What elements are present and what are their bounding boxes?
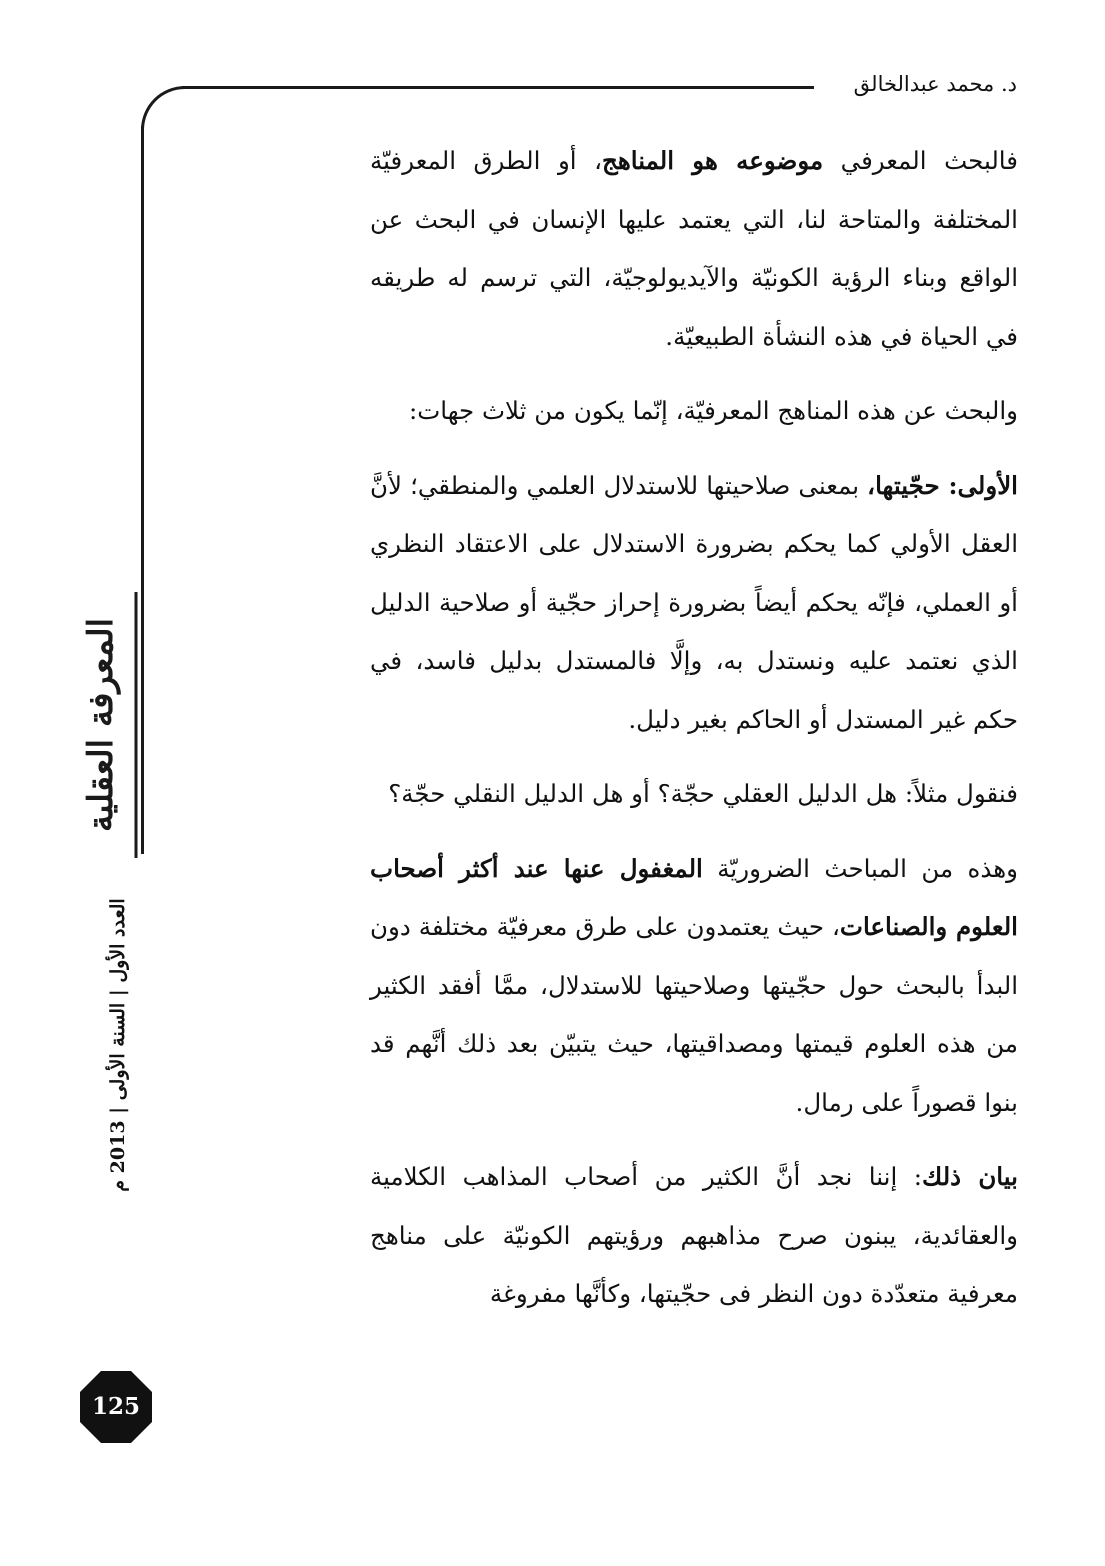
text-run: ، أو الطرق المعرفيّة المختلفة والمتاحة لنا، التي يعتمد عليها الإنسان في البحث عن الواقع وبناء الرؤية الكونيّة والآيديولوجيّة، التي ترسم له طريقه في الحياة في هذه النشأة الطبيعيّة. (370, 146, 1018, 351)
frame-corner (141, 86, 188, 133)
page-number: 125 (91, 1393, 140, 1420)
frame-left-rule (141, 126, 144, 854)
text-run: والبحث عن هذه المناهج المعرفيّة، إنّما يكون من ثلاث جهات: (408, 396, 1018, 425)
journal-logo-icon (60, 590, 140, 860)
issue-info: العدد الأول | السنة الأولى | 2013 م (107, 898, 129, 1192)
bold-text: موضوعه هو المناهج (602, 146, 824, 175)
paragraph-2 (370, 382, 1018, 441)
bold-text: حجّيتها، (867, 470, 940, 500)
text-run: فالبحث المعرفي (823, 146, 1018, 175)
text-run: وهذه من المباحث الضروريّة (702, 853, 1018, 883)
author-name: د. محمد عبدالخالق (853, 72, 1017, 96)
paragraph-4 (370, 765, 1018, 824)
text-run: : إننا نجد أنَّ الكثير من أصحاب المذاهب الكلامية والعقائدية، يبنون صرح مذاهبهم ورؤيتهم الكونيّة على مناهج معرفية متعدّدة دون النظر فى حجّيتها، وكأنَّها مفروغة (370, 1162, 1018, 1308)
frame-top-rule (182, 86, 814, 89)
text-run: ، حيث يعتمدون على طرق معرفيّة مختلفة دون البدأ بالبحث حول حجّيتها وصلاحيتها للاستدلال، ممَّا أفقد الكثير من هذه العلوم قيمتها ومصداقيتها، حيث يتبيّن بعد ذلك أنَّهم قد بنوا قصوراً على رمال. (370, 912, 1018, 1117)
bold-text: بيان ذلك (922, 1162, 1018, 1191)
text-run: فنقول مثلاً: هل الدليل العقلي حجّة؟ أو هل الدليل النقلي حجّة؟ (388, 779, 1018, 808)
paragraph-1 (370, 132, 1018, 366)
paragraph-5 (370, 840, 1018, 1133)
bold-text: الأولى: (939, 470, 1018, 500)
body-text (370, 132, 1018, 1340)
text-run: بمعنى صلاحيتها للاستدلال العلمي والمنطقي؛ لأنَّ العقل الأولي كما يحكم بضرورة الاستدلال على الاعتقاد النظري أو العملي، فإنّه يحكم أيضاً بضرورة إحراز حجّية أو صلاحية الدليل الذي نعتمد عليه ونستدل به، وإلَّا فالمستدل بدليل فاسد، في حكم غير المستدل أو الحاكم بغير دليل. (370, 470, 1018, 734)
paragraph-3 (370, 457, 1018, 750)
journal-logo-text: المعرفة العقلية (81, 617, 121, 833)
bold-text: المغفول عنها عند أكثر أصحاب العلوم والصناعات (370, 853, 1018, 941)
paragraph-6 (370, 1148, 1018, 1324)
